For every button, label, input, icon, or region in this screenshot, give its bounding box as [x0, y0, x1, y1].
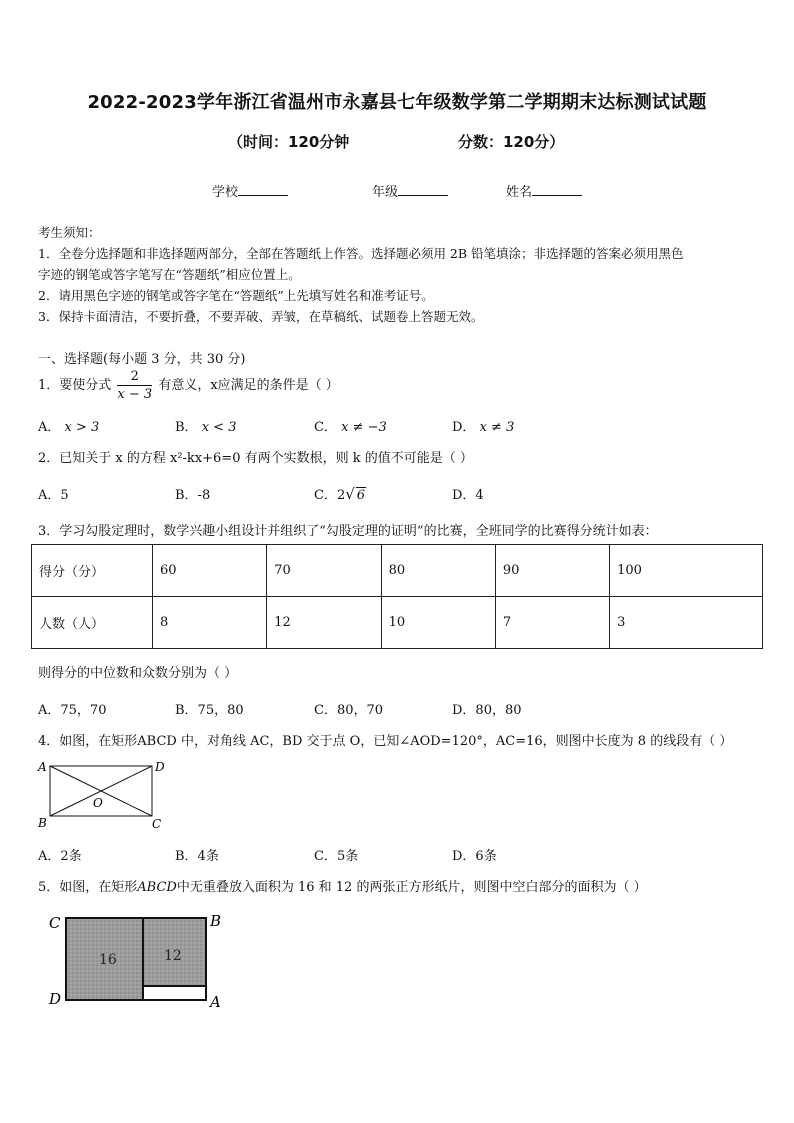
exam-time: （时间：120分钟 — [228, 133, 350, 151]
label-16: 16 — [99, 952, 117, 968]
school-field[interactable] — [212, 181, 288, 200]
label-a: A — [38, 760, 47, 774]
q5-abcd: ABCD — [137, 880, 177, 895]
q2-option-d[interactable]: D．4 — [452, 488, 484, 503]
notes-line1b: 字迹的钢笔或答字笔写在“答题纸”相应位置上。 — [38, 267, 301, 282]
q1-denominator: x − 3 — [117, 387, 153, 402]
q4-option-d[interactable]: D．6条 — [452, 849, 497, 864]
table-cell: 8 — [153, 597, 267, 649]
q3-option-b[interactable]: B．75，80 — [175, 703, 244, 718]
notes-line1a: 1．全卷分选择题和非选择题两部分，全部在答题纸上作答。选择题必须用 2B 铅笔填涂；非选择题的答案必须用黑色 — [38, 246, 684, 261]
question-5 — [38, 876, 647, 895]
table-cell: 得分（分） — [32, 545, 153, 597]
table-cell: 70 — [267, 545, 381, 597]
question-2: 2．已知关于 x 的方程 x²-kx+6=0 有两个实数根，则 k 的值不可能是（ ） — [38, 451, 473, 466]
q1-option-a[interactable]: A． x > 3 — [38, 420, 100, 435]
score-table — [31, 544, 763, 649]
table-cell: 10 — [381, 597, 495, 649]
q5-suffix: 中无重叠放入面积为 16 和 12 的两张正方形纸片，则图中空白部分的面积为（ ） — [176, 880, 647, 895]
label-d: D — [49, 990, 62, 1008]
table-cell: 100 — [610, 545, 763, 597]
q3-option-a[interactable]: A．75，70 — [38, 703, 107, 718]
question-4: 4．如图，在矩形ABCD 中，对角线 AC，BD 交于点 O，已知∠AOD=120°，AC=16，则图中长度为 8 的线段有（ ） — [38, 734, 733, 749]
table-cell: 人数（人） — [32, 597, 153, 649]
q4-option-c[interactable]: C．5条 — [314, 849, 359, 864]
table-cell: 7 — [495, 597, 609, 649]
q1-prefix: 1．要使分式 — [38, 378, 112, 393]
label-c: C — [152, 817, 162, 831]
label-o: O — [93, 796, 103, 810]
question-3: 3．学习勾股定理时，数学兴趣小组设计并组织了“勾股定理的证明”的比赛，全班同学的比赛得分统计如表： — [38, 524, 658, 539]
table-cell: 80 — [381, 545, 495, 597]
q1-option-b[interactable]: B． x < 3 — [175, 420, 237, 435]
label-a: A — [210, 993, 221, 1010]
table-row — [32, 545, 763, 597]
notes-line3: 3．保持卡面清洁，不要折叠，不要弄破、弄皱，在草稿纸、试题卷上答题无效。 — [38, 309, 484, 324]
q1-option-c[interactable]: C． x ≠ −3 — [314, 420, 387, 435]
notes-heading: 考生须知： — [38, 225, 101, 240]
exam-title: 2022-2023学年浙江省温州市永嘉县七年级数学第二学期期末达标测试试题 — [87, 92, 707, 113]
table-row — [32, 597, 763, 649]
q3-option-c[interactable]: C．80，70 — [314, 703, 384, 718]
q3-option-d[interactable]: D．80，80 — [452, 703, 522, 718]
q1-suffix: 有意义，x应满足的条件是（ ） — [158, 378, 339, 393]
name-field[interactable] — [506, 181, 582, 200]
q5-prefix: 5．如图，在矩形 — [38, 880, 138, 895]
label-d: D — [155, 760, 165, 774]
table-cell: 60 — [153, 545, 267, 597]
q3-question: 则得分的中位数和众数分别为（ ） — [38, 666, 238, 681]
label-b: B — [38, 816, 47, 830]
squares-diagram — [44, 908, 234, 1010]
school-label: 学校 — [212, 185, 239, 200]
q4-option-a[interactable]: A．2条 — [38, 849, 82, 864]
table-cell: 90 — [495, 545, 609, 597]
grade-label: 年级 — [372, 185, 399, 200]
label-c: C — [49, 914, 61, 932]
q1-option-d[interactable]: D． x ≠ 3 — [452, 420, 515, 435]
question-1 — [38, 368, 339, 403]
notes-line2: 2．请用黑色字迹的钢笔或答字笔在“答题纸”上先填写姓名和准考证号。 — [38, 288, 434, 303]
exam-score: 分数：120分） — [458, 133, 565, 151]
q2-option-c[interactable]: C．2√ 6 — [314, 485, 366, 503]
q1-numerator: 2 — [117, 368, 152, 386]
rectangle-diagram — [36, 758, 176, 832]
name-label: 姓名 — [506, 185, 533, 200]
grade-field[interactable] — [372, 181, 448, 200]
q2-option-a[interactable]: A．5 — [38, 488, 69, 503]
q2-option-b[interactable]: B．-8 — [175, 488, 211, 503]
section-heading: 一、选择题(每小题 3 分，共 30 分) — [38, 352, 246, 367]
table-cell: 3 — [610, 597, 763, 649]
q4-option-b[interactable]: B．4条 — [175, 849, 219, 864]
q1-fraction — [117, 368, 152, 403]
label-12: 12 — [164, 948, 182, 964]
table-cell: 12 — [267, 597, 381, 649]
label-b: B — [210, 912, 222, 930]
